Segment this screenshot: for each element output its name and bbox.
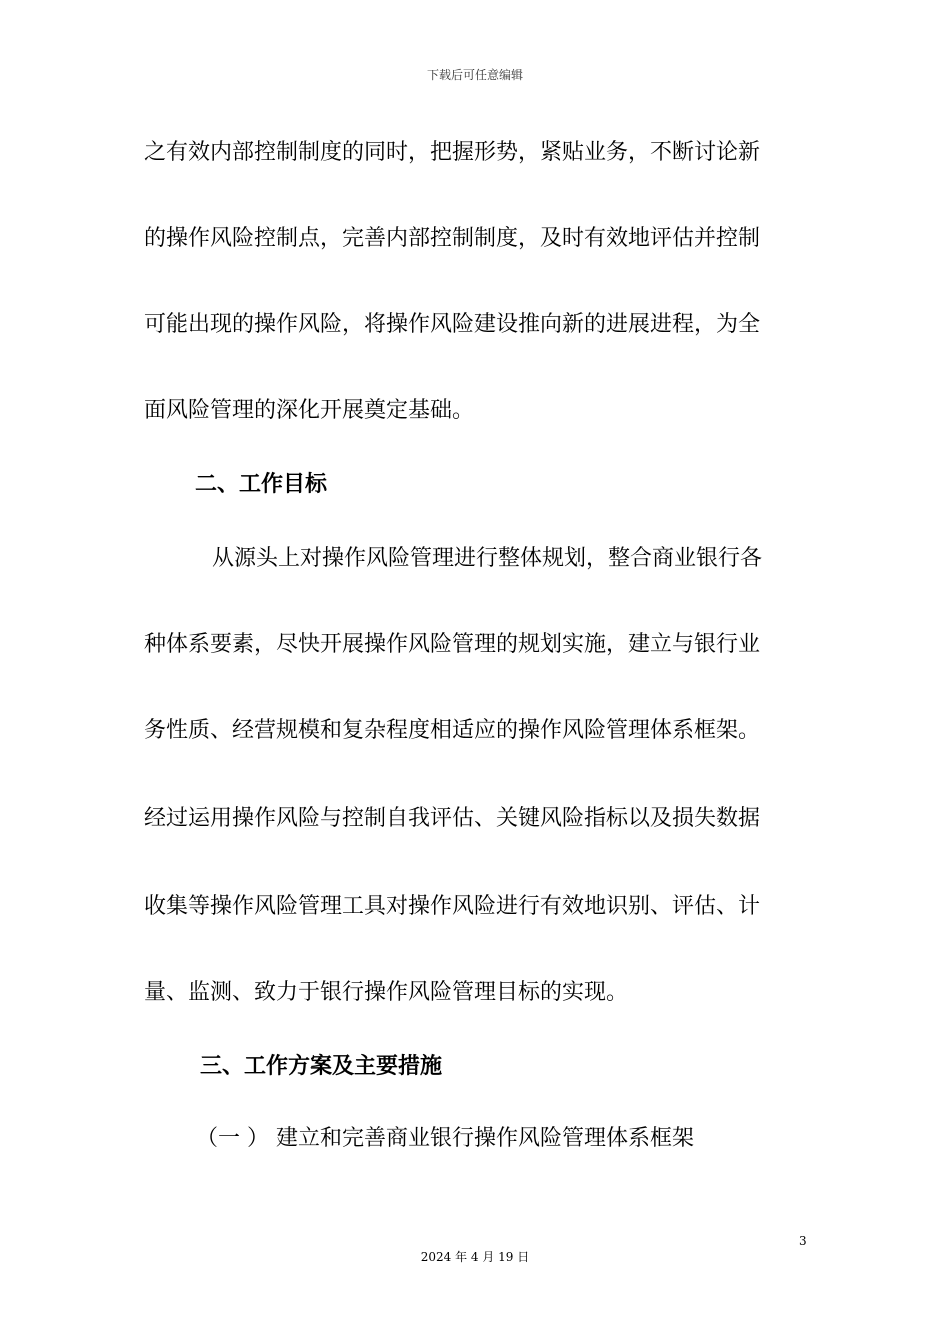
paragraph-line: 收集等操作风险管理工具对操作风险进行有效地识别、评估、计: [144, 894, 761, 919]
paragraph-line: 可能出现的操作风险，将操作风险建设推向新的进展进程，为全: [144, 312, 761, 337]
paragraph-line: 之有效内部控制制度的同时，把握形势，紧贴业务，不断讨论新: [144, 140, 761, 165]
section-heading-goals: 二、工作目标: [195, 472, 328, 497]
paragraph-line: 经过运用操作风险与控制自我评估、关键风险指标以及损失数据: [144, 806, 761, 831]
section-heading-measures: 三、工作方案及主要措施: [200, 1054, 443, 1079]
page-header-note: 下载后可任意编辑: [426, 68, 523, 82]
page-number: 3: [799, 1234, 807, 1248]
paragraph-line: 的操作风险控制点，完善内部控制制度，及时有效地评估并控制: [144, 226, 761, 251]
paragraph-line: 量、监测、致力于银行操作风险管理目标的实现。: [144, 980, 629, 1005]
paragraph-line: 务性质、经营规模和复杂程度相适应的操作风险管理体系框架。: [144, 718, 761, 743]
paragraph-line: 从源头上对操作风险管理进行整体规划，整合商业银行各: [212, 546, 763, 571]
footer-date: 2024 年 4 月 19 日: [420, 1250, 530, 1264]
paragraph-line: 面风险管理的深化开展奠定基础。: [144, 398, 475, 423]
subsection-heading: （一 ） 建立和完善商业银行操作风险管理体系框架: [196, 1126, 694, 1151]
paragraph-line: 种体系要素，尽快开展操作风险管理的规划实施，建立与银行业: [144, 632, 761, 657]
